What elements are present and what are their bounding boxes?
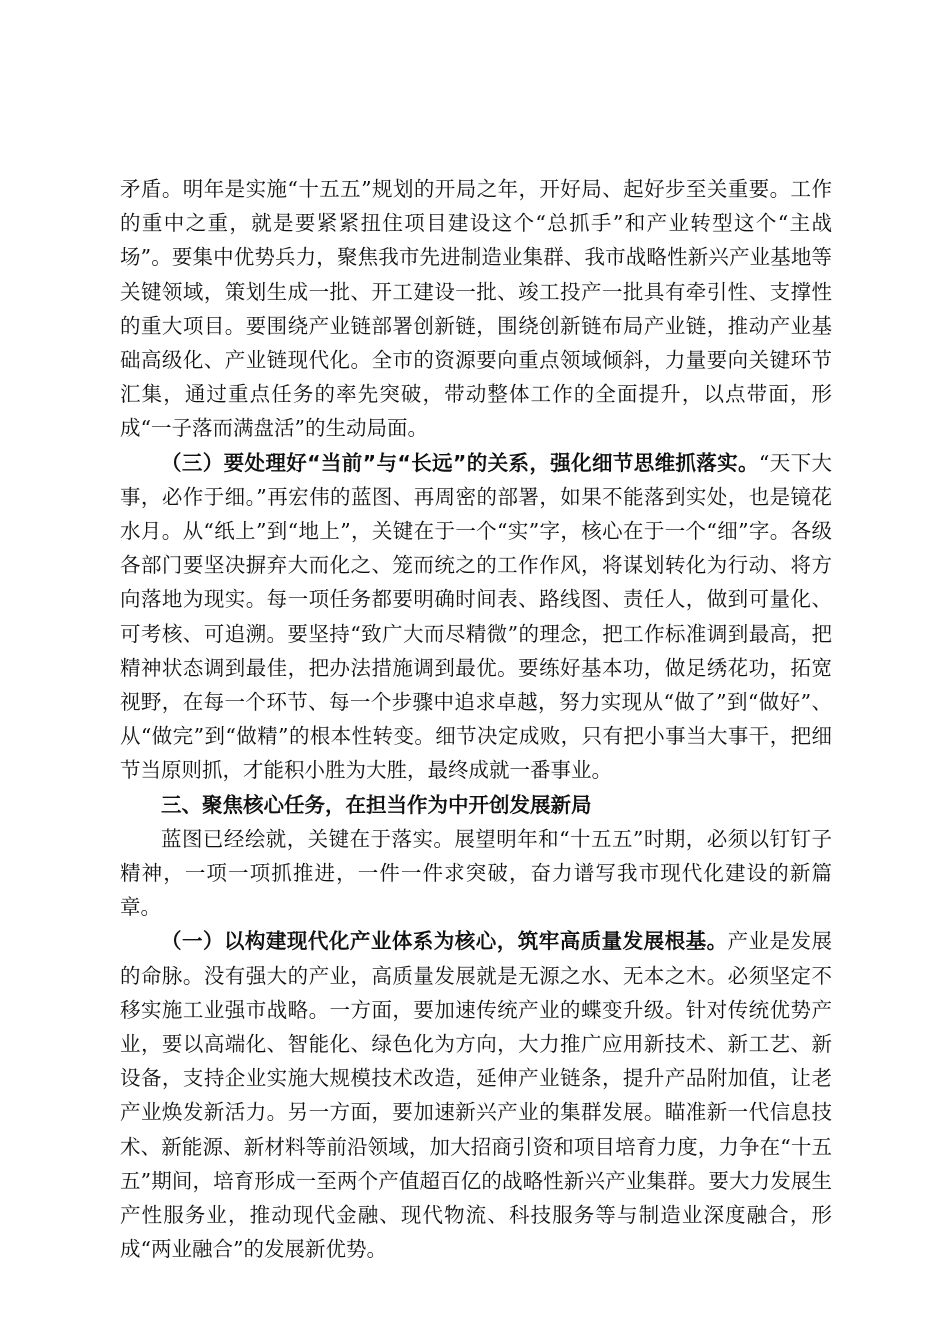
paragraph-lead-heading: （一）以构建现代化产业体系为核心，筑牢高质量发展根基。	[161, 929, 728, 954]
paragraph-text: “天下大事，必作于细。”再宏伟的蓝图、再周密的部署，如果不能落到实处，也是镜花水月。从“纸上”到“地上”，关键在于一个“实”字，核心在于一个“细”字。各级各部门要坚决摒弃大而化之、笼而统之的工作作风，将谋划转化为行动、将方向落地为现实。每一项任务都要明确时间表、路线图、责任人，做到可量化、可考核、可追溯。要坚持“致广大而尽精微”的理念，把工作标准调到最高，把精神状态调到最佳，把办法措施调到最优。要练好基本功，做足绣花功，拓宽视野，在每一个环节、每一个步骤中追求卓越，努力实现从“做了”到“做好”、从“做完”到“做精”的根本性转变。细节决定成败，只有把小事当大事干，把细节当原则抓，才能积小胜为大胜，最终成就一番事业。	[120, 450, 832, 783]
paragraph-section-1	[120, 924, 832, 1266]
paragraph-intro	[120, 822, 832, 925]
paragraph-section-3	[120, 446, 832, 788]
paragraph-text: 蓝图已经绘就，关键在于落实。展望明年和“十五五”时期，必须以钉钉子精神，一项一项抓推进，一件一件求突破，奋力谱写我市现代化建设的新篇章。	[120, 826, 832, 920]
paragraph-text: 产业是发展的命脉。没有强大的产业，高质量发展就是无源之水、无本之木。必须坚定不移实施工业强市战略。一方面，要加速传统产业的蝶变升级。针对传统优势产业，要以高端化、智能化、绿色化为方向，大力推广应用新技术、新工艺、新设备，支持企业实施大规模技术改造，延伸产业链条，提升产品附加值，让老产业焕发新活力。另一方面，要加速新兴产业的集群发展。瞄准新一代信息技术、新能源、新材料等前沿领域，加大招商引资和项目培育力度，力争在“十五五”期间，培育形成一至两个产值超百亿的战略性新兴产业集群。要大力发展生产性服务业，推动现代金融、现代物流、科技服务等与制造业深度融合，形成“两业融合”的发展新优势。	[120, 929, 832, 1262]
paragraph-continuation	[120, 172, 832, 446]
document-body	[120, 172, 832, 1267]
section-heading-text: 三、聚焦核心任务，在担当作为中开创发展新局	[161, 792, 592, 817]
section-heading	[120, 788, 832, 822]
paragraph-lead-heading: （三）要处理好“当前”与“长远”的关系，强化细节思维抓落实。	[161, 450, 759, 475]
paragraph-text: 矛盾。明年是实施“十五五”规划的开局之年，开好局、起好步至关重要。工作的重中之重，就是要紧紧扭住项目建设这个“总抓手”和产业转型这个“主战场”。要集中优势兵力，聚焦我市先进制造业集群、我市战略性新兴产业基地等关键领域，策划生成一批、开工建设一批、竣工投产一批具有牵引性、支撑性的重大项目。要围绕产业链部署创新链，围绕创新链布局产业链，推动产业基础高级化、产业链现代化。全市的资源要向重点领域倾斜，力量要向关键环节汇集，通过重点任务的率先突破，带动整体工作的全面提升，以点带面，形成“一子落而满盘活”的生动局面。	[120, 177, 832, 441]
